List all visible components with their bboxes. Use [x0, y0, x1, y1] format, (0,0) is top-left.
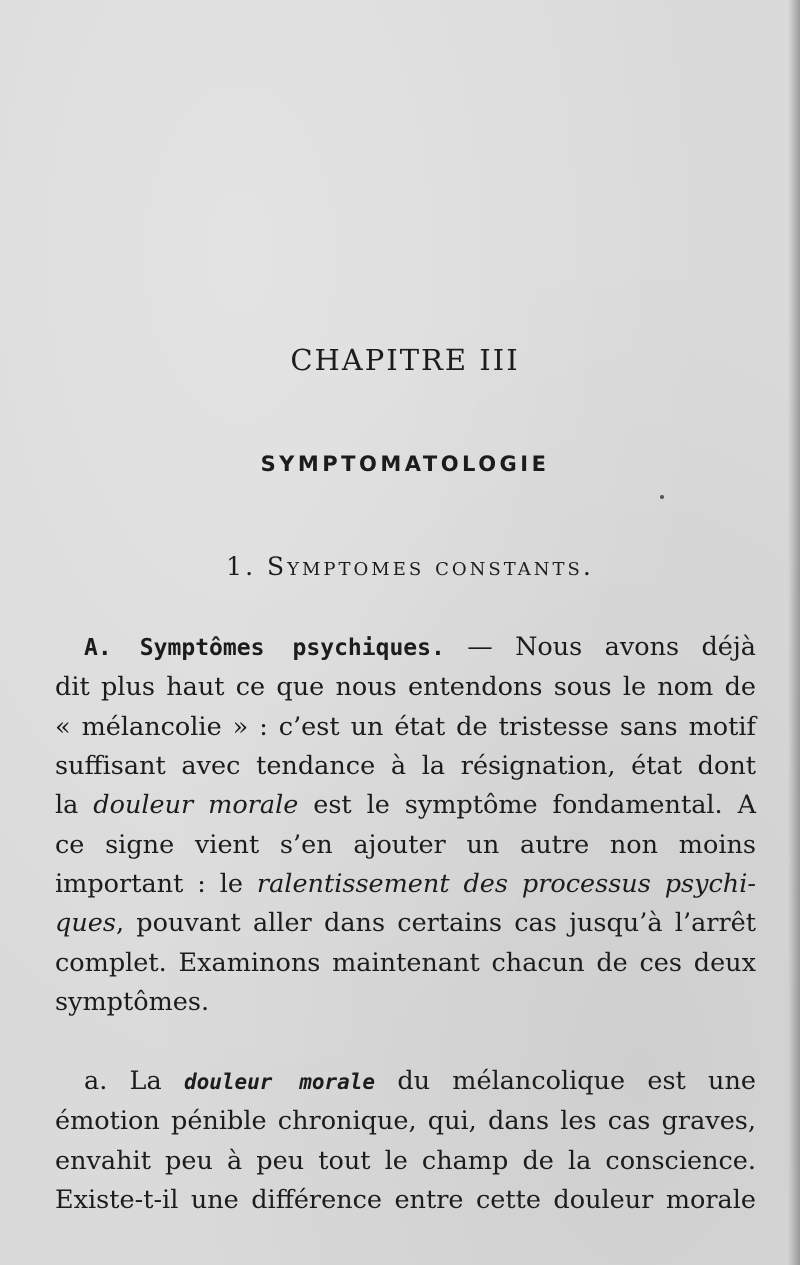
paragraph-line: suffisant avec tendance à la résignation, état dont [55, 751, 756, 781]
subsection-title [0, 552, 800, 581]
paragraph-line: A. Symptômes psychiques. — Nous avons déjà [84, 632, 756, 662]
emphasis-text: ralentissement des processus psychi- [256, 869, 756, 899]
paragraph-line: ques, pouvant aller dans certains cas jusqu’à l’arrêt [55, 908, 756, 938]
paragraph-line: important : le ralentissement des processus psychi- [55, 869, 756, 899]
paragraph-line: envahit peu à peu tout le champ de la conscience. [55, 1146, 756, 1176]
page-edge-shadow [788, 0, 800, 1265]
paragraph-line: a. La douleur morale du mélancolique est une [84, 1066, 756, 1096]
paragraph-line: Existe-t-il une différence entre cette douleur morale [55, 1185, 756, 1215]
paragraph-line: dit plus haut ce que nous entendons sous le nom de [55, 672, 756, 702]
emphasis-text: douleur morale [93, 790, 299, 820]
paragraph-line: « mélancolie » : c’est un état de tristesse sans motif [55, 712, 756, 742]
paragraph-heading: A. Symptômes psychiques. [84, 635, 445, 661]
paper-speck [660, 495, 664, 499]
paragraph-line: ce signe vient s’en ajouter un autre non moins [55, 830, 756, 860]
subsection-number: 1. [226, 552, 257, 581]
paragraph-line: la douleur morale est le symptôme fondamental. A [55, 790, 756, 820]
paragraph-line: émotion pénible chronique, qui, dans les cas graves, [55, 1106, 756, 1136]
paragraph-line: symptômes. [55, 987, 210, 1017]
chapter-title: CHAPITRE III [290, 343, 520, 377]
subsection-label: Symptomes constants. [266, 552, 594, 581]
paragraph-line: complet. Examinons maintenant chacun de ces deux [55, 948, 756, 978]
emphasis-text: douleur morale [183, 1070, 376, 1094]
section-title: SYMPTOMATOLOGIE [260, 452, 550, 476]
emphasis-text: ques [55, 908, 116, 938]
